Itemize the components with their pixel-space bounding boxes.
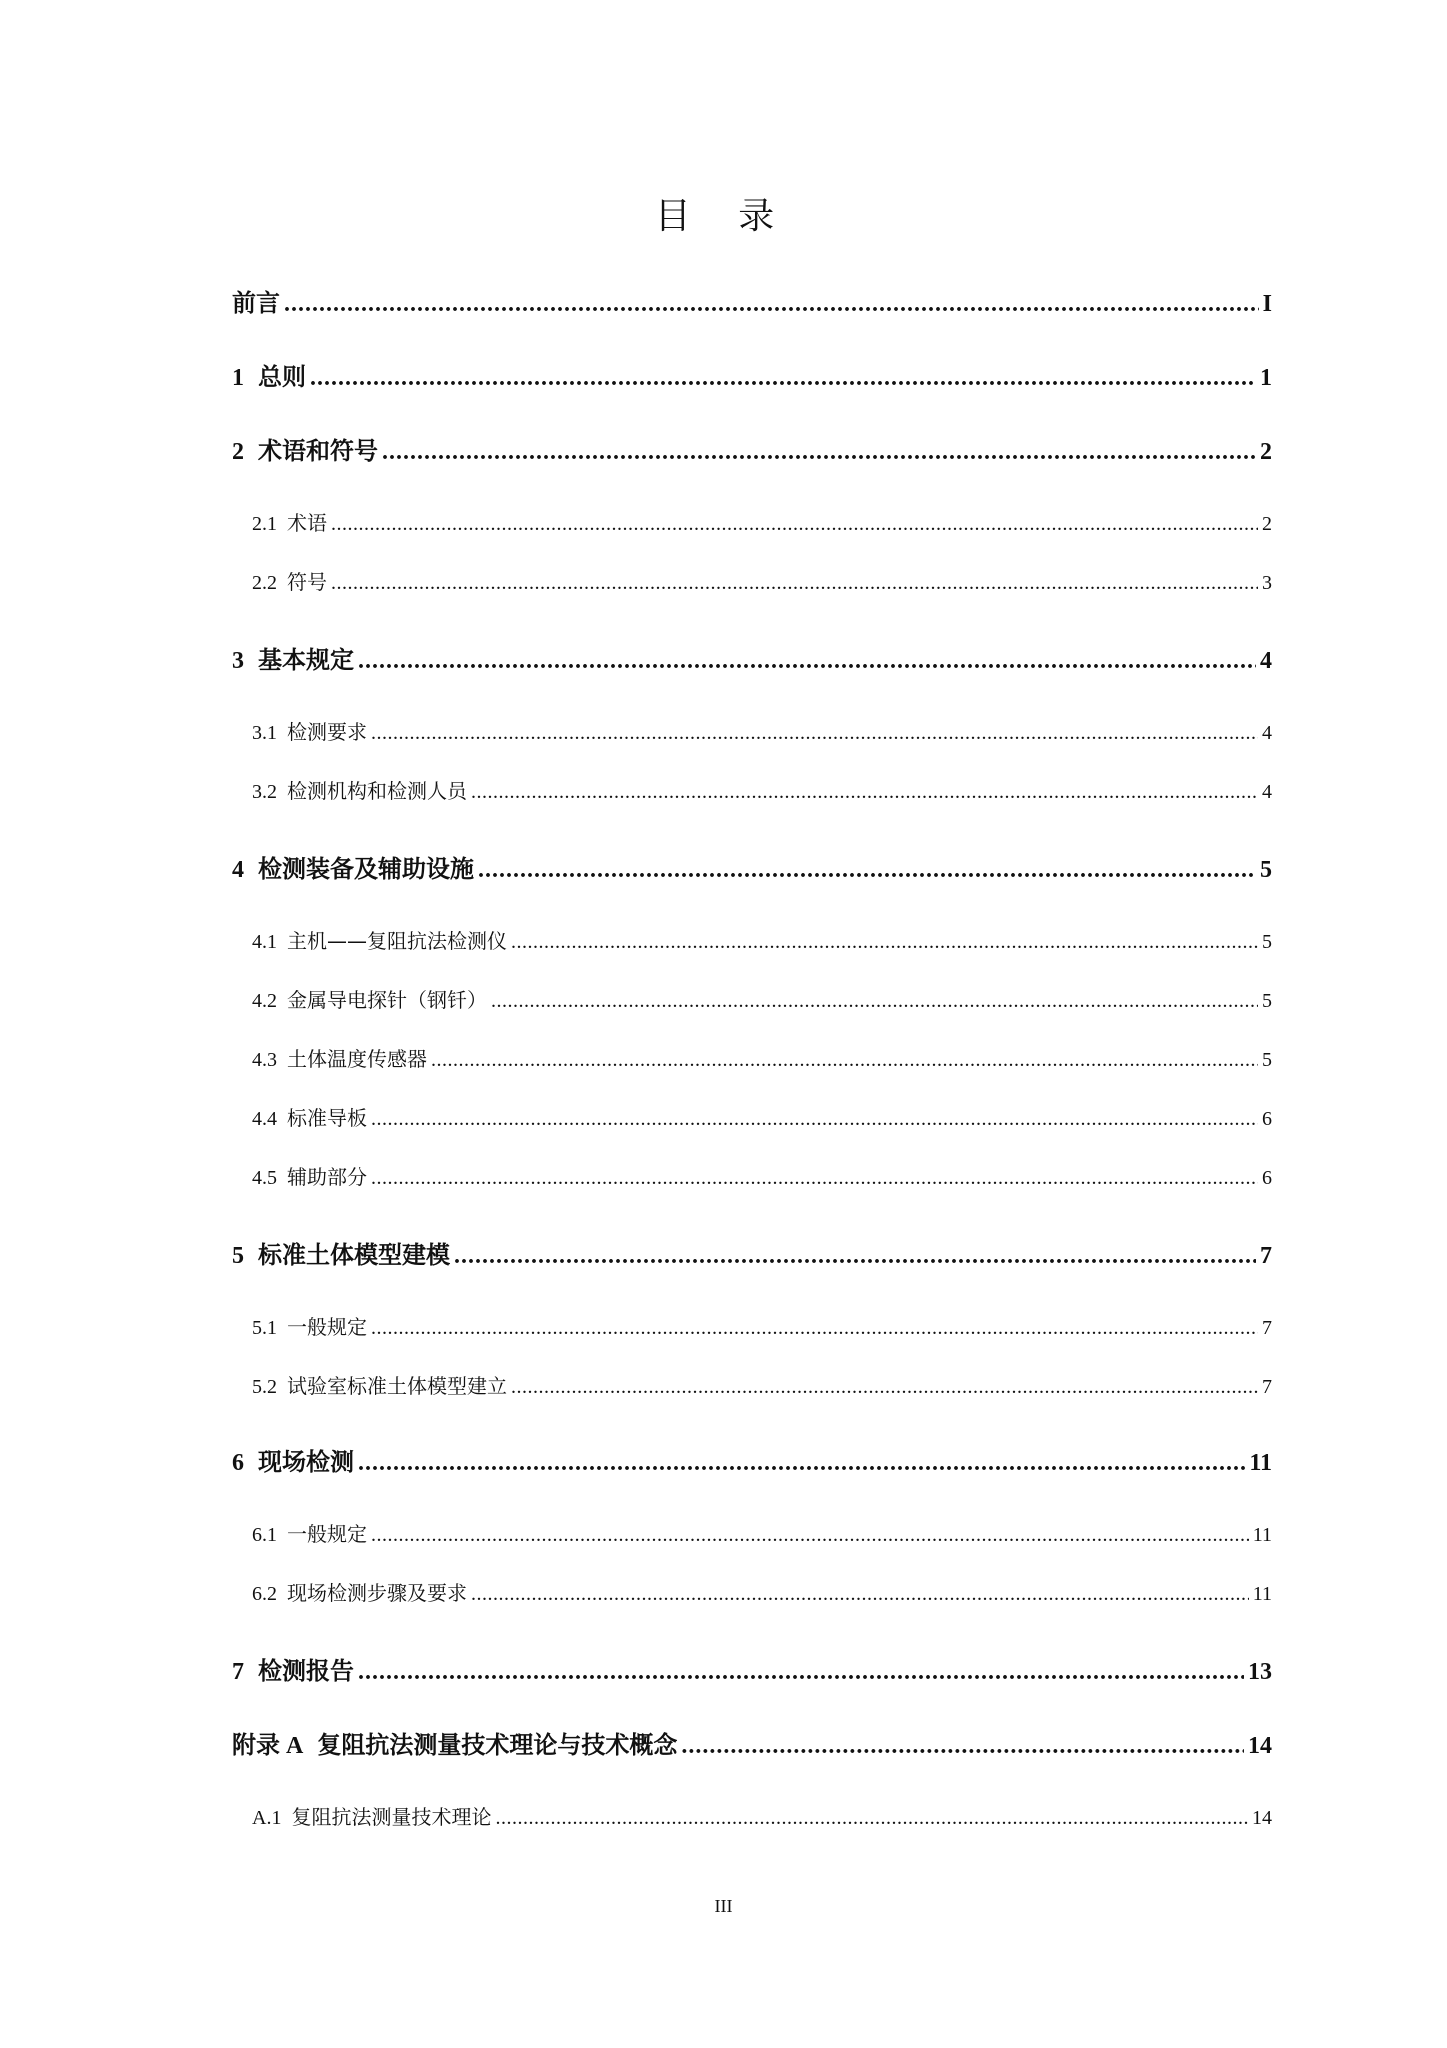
toc-entry-title: 辅助部分 <box>287 1165 367 1189</box>
toc-entry-title: 检测要求 <box>287 720 367 744</box>
page-number: III <box>714 1896 733 1916</box>
toc-entry-page: 3 <box>1262 572 1272 594</box>
toc-entry-number: 7 <box>232 1659 244 1685</box>
toc-subentry <box>232 984 1272 1013</box>
dot-leader <box>431 1049 1258 1072</box>
dot-leader <box>331 572 1258 595</box>
toc-entry-title: 检测报告 <box>258 1657 354 1685</box>
dot-leader <box>310 365 1256 392</box>
dot-leader <box>371 1524 1249 1547</box>
toc-entry <box>232 1235 1272 1270</box>
toc-entry-number: 4.5 <box>252 1167 277 1189</box>
toc-entry-number: 附录 A <box>232 1733 304 1759</box>
dot-leader <box>471 1583 1249 1606</box>
toc-entry-number: 4 <box>232 857 244 883</box>
dot-leader <box>371 1167 1258 1190</box>
toc-entry-number: 5.1 <box>252 1317 277 1339</box>
toc-entry <box>232 1651 1272 1686</box>
toc-entry-page: 4 <box>1262 781 1272 803</box>
dot-leader <box>478 857 1256 884</box>
toc-entry-page: 4 <box>1260 648 1272 674</box>
toc-entry-page: 6 <box>1262 1167 1272 1189</box>
toc-subentry <box>232 566 1272 595</box>
toc-entry-number: 5 <box>232 1243 244 1269</box>
dot-leader <box>495 1807 1248 1830</box>
toc-entry-title: 术语和符号 <box>258 437 378 465</box>
toc-entry-page: 11 <box>1252 1524 1272 1546</box>
toc-entry-title: 前言 <box>232 289 280 317</box>
toc-subentry <box>232 1161 1272 1190</box>
toc-entry-page: 14 <box>1252 1807 1272 1829</box>
toc-subentry <box>232 507 1272 536</box>
toc-subentry <box>232 1518 1272 1547</box>
toc-entry-number: 1 <box>232 365 244 391</box>
toc-subentry <box>232 1370 1272 1399</box>
toc-entry-title: 土体温度传感器 <box>287 1047 427 1071</box>
toc-entry-title: 主机——复阻抗法检测仪 <box>287 929 507 953</box>
dot-leader <box>382 439 1256 466</box>
toc-entry-title: 符号 <box>287 570 327 594</box>
dot-leader <box>681 1733 1244 1760</box>
toc-entry-title: 试验室标准土体模型建立 <box>287 1374 507 1398</box>
toc-entry-number: 2.1 <box>252 513 277 535</box>
toc-entry-page: 7 <box>1262 1376 1272 1398</box>
toc-entry-page: 2 <box>1262 513 1272 535</box>
toc-entry-title: 标准土体模型建模 <box>258 1241 450 1269</box>
toc-entry-number: 3 <box>232 648 244 674</box>
dot-leader <box>371 1108 1258 1131</box>
toc-subentry <box>232 1102 1272 1131</box>
toc-entry <box>232 1442 1272 1477</box>
dot-leader <box>511 931 1258 954</box>
toc-entry <box>232 1725 1272 1760</box>
toc-entry-page: 5 <box>1260 857 1272 883</box>
toc-entry-number: 5.2 <box>252 1376 277 1398</box>
page-title: 目 录 <box>654 196 793 237</box>
toc-entry-number: 2.2 <box>252 572 277 594</box>
dot-leader <box>511 1376 1258 1399</box>
dot-leader <box>371 722 1258 745</box>
toc-entry-title: 基本规定 <box>258 646 354 674</box>
toc-entry <box>232 431 1272 466</box>
toc-entry-title: 复阻抗法测量技术理论与技术概念 <box>317 1731 678 1759</box>
toc-entry-title: 标准导板 <box>287 1106 367 1130</box>
toc-subentry <box>232 1043 1272 1072</box>
toc-entry-title: 一般规定 <box>287 1522 367 1546</box>
toc-entry-page: 7 <box>1260 1243 1272 1269</box>
toc-entry-title: 复阻抗法测量技术理论 <box>291 1805 492 1829</box>
toc-entry-number: 6 <box>232 1450 244 1476</box>
toc-entry-page: 6 <box>1262 1108 1272 1130</box>
toc-entry-number: 6.1 <box>252 1524 277 1546</box>
dot-leader <box>491 990 1258 1013</box>
dot-leader <box>371 1317 1258 1340</box>
toc-entry-page: 5 <box>1262 931 1272 953</box>
toc-entry-page: 1 <box>1260 365 1272 391</box>
toc-entry-title: 术语 <box>287 511 327 535</box>
toc-entry-number: 4.1 <box>252 931 277 953</box>
dot-leader <box>358 1450 1245 1477</box>
dot-leader <box>358 648 1256 675</box>
toc-entry <box>232 357 1272 392</box>
toc-subentry <box>232 925 1272 954</box>
toc-entry <box>232 283 1272 318</box>
toc-entry-number: 3.1 <box>252 722 277 744</box>
toc-entry-title: 检测机构和检测人员 <box>287 779 467 803</box>
toc-entry-page: 7 <box>1262 1317 1272 1339</box>
toc-entry-number: 4.3 <box>252 1049 277 1071</box>
toc-entry <box>232 849 1272 884</box>
toc-entry-number: 6.2 <box>252 1583 277 1605</box>
toc-entry-page: 11 <box>1249 1450 1272 1476</box>
dot-leader <box>358 1659 1244 1686</box>
toc-entry-title: 金属导电探针（钢钎） <box>287 988 487 1012</box>
toc-subentry <box>232 775 1272 804</box>
dot-leader <box>471 781 1258 804</box>
toc-entry-page: 11 <box>1252 1583 1272 1605</box>
toc-subentry <box>232 1311 1272 1340</box>
dot-leader <box>284 291 1259 318</box>
toc-entry-number: 4.4 <box>252 1108 277 1130</box>
toc-entry-title: 一般规定 <box>287 1315 367 1339</box>
toc-entry-page: 14 <box>1248 1733 1272 1759</box>
toc-entry-title: 现场检测步骤及要求 <box>287 1581 467 1605</box>
toc-entry-page: 2 <box>1260 439 1272 465</box>
toc-entry-page: 13 <box>1248 1659 1272 1685</box>
toc-subentry <box>232 1801 1272 1830</box>
toc-entry-title: 现场检测 <box>258 1448 354 1476</box>
toc-entry-page: I <box>1262 291 1272 317</box>
dot-leader <box>331 513 1258 536</box>
toc-entry-title: 检测装备及辅助设施 <box>258 855 474 883</box>
toc-entry-title: 总则 <box>258 363 306 391</box>
toc-entry-number: A.1 <box>252 1807 282 1829</box>
toc-entry <box>232 640 1272 675</box>
toc-subentry <box>232 716 1272 745</box>
dot-leader <box>454 1243 1256 1270</box>
toc-entry-page: 5 <box>1262 1049 1272 1071</box>
toc-entry-number: 4.2 <box>252 990 277 1012</box>
toc-entry-number: 2 <box>232 439 244 465</box>
toc-entry-page: 4 <box>1262 722 1272 744</box>
toc-entry-number: 3.2 <box>252 781 277 803</box>
toc-subentry <box>232 1577 1272 1606</box>
toc-entry-page: 5 <box>1262 990 1272 1012</box>
